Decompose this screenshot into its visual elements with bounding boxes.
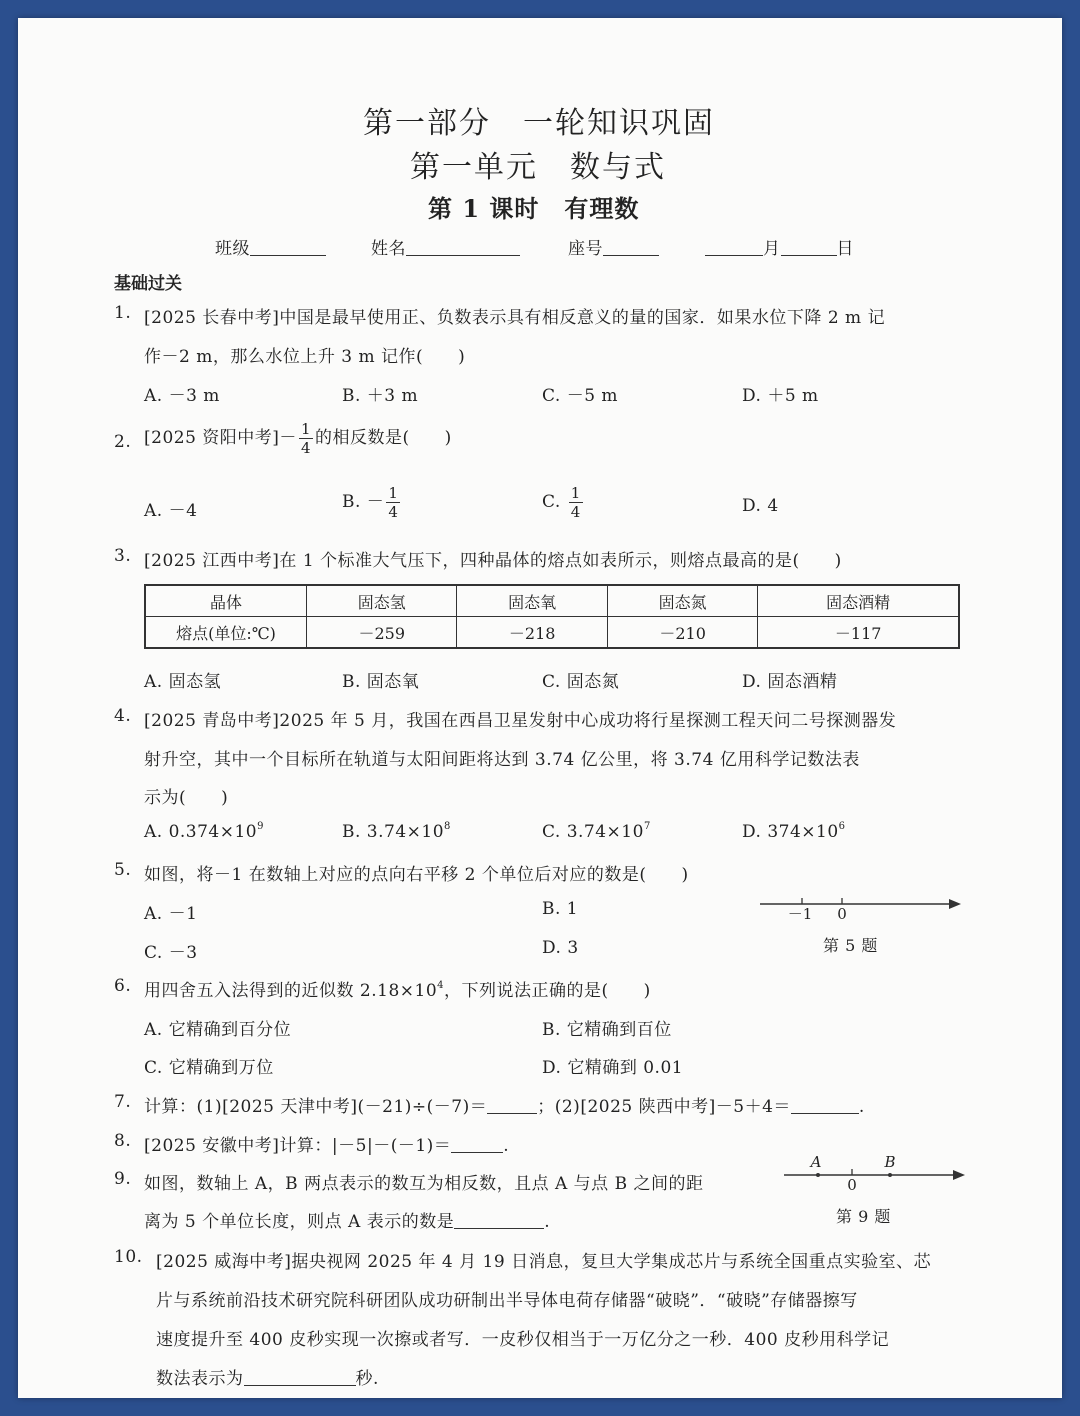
- q2-option-c-den: 4: [570, 503, 581, 521]
- unit-title: 第一单元 数与式: [410, 150, 666, 185]
- q5-number: 5.: [114, 860, 132, 880]
- table-cell: 熔点(单位:℃): [145, 617, 307, 649]
- q2-prefix: [2025 资阳中考]－: [144, 428, 297, 448]
- q2-option-c-num: 1: [570, 484, 581, 502]
- q10-line4: [156, 1364, 379, 1389]
- q1-option-c[interactable]: C. －5 m: [542, 386, 619, 406]
- q9-tick-label-0: 0: [847, 1176, 857, 1194]
- q9-figure-caption: 第 9 题: [836, 1207, 891, 1226]
- q2-option-d[interactable]: D. 4: [742, 496, 779, 516]
- q2-option-b-fraction: [386, 484, 400, 521]
- lesson-title: 第 1 课时 有理数: [428, 194, 640, 223]
- q4-option-c[interactable]: [542, 821, 651, 842]
- q2-option-c-fraction: [569, 484, 583, 521]
- q2-frac-num: 1: [300, 420, 311, 438]
- table-header-cell: 晶体: [145, 585, 307, 617]
- q9-number-line: [780, 1151, 970, 1195]
- table-header-cell: 固态氧: [457, 585, 607, 617]
- q10-line1: [2025 威海中考]据央视网 2025 年 4 月 19 日消息，复旦大学集成芯片与系统全国重点实验室、芯: [156, 1252, 932, 1272]
- q1-line2: 作－2 m，那么水位上升 3 m 记作( ): [144, 347, 466, 367]
- q8-stem: [144, 1131, 509, 1156]
- q2-number: 2.: [114, 432, 132, 452]
- q4-option-c-exp: 7: [643, 821, 651, 832]
- q1-number: 1.: [114, 303, 132, 323]
- name-label: 姓名: [371, 239, 406, 259]
- q2-option-b-num: 1: [388, 484, 399, 502]
- q5-axis-arrow-icon: [949, 899, 961, 909]
- q1-line1: [2025 长春中考]中国是最早使用正、负数表示具有相反意义的量的国家．如果水位下降 2 m 记: [144, 308, 886, 328]
- q4-option-d-exp: 6: [838, 821, 846, 832]
- table-cell: －259: [307, 617, 457, 649]
- q3-option-d[interactable]: D. 固态酒精: [742, 672, 838, 692]
- q6-option-a[interactable]: A. 它精确到百分位: [144, 1020, 292, 1040]
- q9-answer-blank[interactable]: [454, 1212, 544, 1229]
- class-label: 班级: [215, 239, 250, 259]
- q2-frac-den: 4: [300, 439, 311, 457]
- q6-stem: [144, 976, 651, 1001]
- q9-label-b: B: [884, 1153, 896, 1171]
- q5-option-b[interactable]: B. 1: [542, 899, 579, 919]
- q4-option-b-label: B. 3.74×10: [342, 822, 445, 842]
- q4-line1: [2025 青岛中考]2025 年 5 月，我国在西昌卫星发射中心成功将行星探测工程天问二号探测器发: [144, 711, 897, 731]
- q2-option-c[interactable]: [542, 484, 585, 521]
- table-header-cell: 固态氮: [607, 585, 757, 617]
- q4-option-b[interactable]: [342, 821, 451, 842]
- q4-option-b-exp: 8: [444, 821, 451, 832]
- table-header-cell: 固态酒精: [758, 585, 959, 617]
- q7-number: 7.: [114, 1092, 132, 1112]
- q7-end: .: [858, 1097, 865, 1117]
- table-row: [145, 617, 959, 649]
- seat-label: 座号: [568, 239, 603, 259]
- q4-option-a-label: A. 0.374×10: [144, 822, 258, 842]
- q10-answer-blank[interactable]: [244, 1369, 356, 1386]
- q5-stem: 如图，将－1 在数轴上对应的点向右平移 2 个单位后对应的数是( ): [144, 865, 689, 885]
- q2-option-a[interactable]: A. －4: [144, 501, 198, 521]
- q5-option-d[interactable]: D. 3: [542, 938, 579, 958]
- q1-option-b[interactable]: B. ＋3 m: [342, 386, 419, 406]
- q9-axis-arrow-icon: [953, 1170, 965, 1180]
- q5-tick-label-0: 0: [837, 905, 847, 923]
- q7-answer1-blank[interactable]: [487, 1097, 537, 1114]
- q8-answer-blank[interactable]: [451, 1136, 503, 1153]
- q4-line3: 示为( ): [144, 788, 229, 808]
- q6-stem-post: ，下列说法正确的是( ): [444, 981, 651, 1001]
- table-header-cell: 固态氢: [307, 585, 457, 617]
- seat-blank[interactable]: [603, 239, 659, 256]
- q3-stem: [2025 江西中考]在 1 个标准大气压下，四种晶体的熔点如表所示，则熔点最高的是( ): [144, 551, 842, 571]
- q9-line2-text: 离为 5 个单位长度，则点 A 表示的数是: [144, 1212, 455, 1232]
- q10-line2: 片与系统前沿技术研究院科研团队成功研制出半导体电荷存储器“破晓”．“破晓”存储器擦写: [156, 1291, 858, 1311]
- q1-option-d[interactable]: D. ＋5 m: [742, 386, 819, 406]
- class-blank[interactable]: [250, 239, 326, 256]
- q10-line4-text: 数法表示为: [156, 1369, 244, 1389]
- day-label: 日: [836, 239, 854, 259]
- melting-point-table: [144, 584, 960, 649]
- q2-option-c-label: C.: [542, 492, 561, 512]
- q2-suffix: 的相反数是( ): [314, 428, 452, 448]
- q10-line3: 速度提升至 400 皮秒实现一次擦或者写．一皮秒仅相当于一万亿分之一秒．400 皮秒用科学记: [156, 1330, 890, 1350]
- q7-stem: [144, 1092, 865, 1117]
- q6-option-c[interactable]: C. 它精确到万位: [144, 1058, 274, 1078]
- q5-option-c[interactable]: C. －3: [144, 943, 198, 963]
- q7-answer2-blank[interactable]: [791, 1097, 859, 1114]
- q9-line1: 如图，数轴上 A，B 两点表示的数互为相反数，且点 A 与点 B 之间的距: [144, 1174, 704, 1194]
- q3-option-c[interactable]: C. 固态氮: [542, 672, 620, 692]
- q2-option-b[interactable]: [342, 484, 402, 521]
- q6-option-d[interactable]: D. 它精确到 0.01: [542, 1058, 684, 1078]
- q9-number: 9.: [114, 1169, 132, 1189]
- date-field: [705, 234, 854, 259]
- q5-option-a[interactable]: A. －1: [144, 904, 198, 924]
- q7-part1: 计算：(1)[2025 天津中考](－21)÷(－7)＝: [144, 1097, 488, 1117]
- name-field: [371, 234, 520, 259]
- q4-number: 4.: [114, 706, 132, 726]
- q5-number-line: [756, 893, 966, 923]
- q10-end: 秒.: [355, 1369, 379, 1389]
- worksheet-page: [18, 18, 1062, 1398]
- table-cell: －218: [457, 617, 607, 649]
- seat-field: [568, 234, 659, 259]
- q4-option-d[interactable]: [742, 821, 846, 842]
- q6-stem-pre: 用四舍五入法得到的近似数 2.18×10: [144, 981, 438, 1001]
- q9-label-a: A: [810, 1153, 822, 1171]
- part-title: 第一部分 一轮知识巩固: [363, 106, 715, 141]
- section-heading: 基础过关: [114, 274, 182, 294]
- q9-point-b: [888, 1173, 892, 1177]
- q3-number: 3.: [114, 546, 132, 566]
- q4-line2: 射升空，其中一个目标所在轨道与太阳间距将达到 3.74 亿公里，将 3.74 亿用科学记数法表: [144, 750, 860, 770]
- q3-option-b[interactable]: B. 固态氧: [342, 672, 420, 692]
- class-field: [215, 234, 326, 259]
- q5-figure-caption: 第 5 题: [823, 936, 878, 955]
- q5-tick-label-neg1: －1: [787, 905, 813, 923]
- q4-option-a-exp: 9: [257, 821, 265, 832]
- q4-option-c-label: C. 3.74×10: [542, 822, 644, 842]
- q7-mid: ；(2)[2025 陕西中考]－5＋4＝: [537, 1097, 791, 1117]
- q2-fraction: [299, 420, 313, 457]
- q10-number: 10.: [114, 1247, 143, 1267]
- name-blank[interactable]: [406, 239, 520, 256]
- q8-stem-text: [2025 安徽中考]计算：|－5|－(－1)＝: [144, 1136, 452, 1156]
- q1-option-a[interactable]: A. －3 m: [144, 386, 220, 406]
- q9-line2: [144, 1207, 550, 1232]
- month-blank[interactable]: [705, 239, 763, 256]
- q9-point-a: [816, 1173, 820, 1177]
- q9-end: .: [544, 1212, 551, 1232]
- month-label: 月: [763, 239, 781, 259]
- q2-option-b-den: 4: [388, 503, 399, 521]
- table-cell: －117: [758, 617, 959, 649]
- q4-option-a[interactable]: [144, 821, 264, 842]
- q2-stem: [144, 420, 452, 457]
- q8-end: .: [503, 1136, 510, 1156]
- q8-number: 8.: [114, 1131, 132, 1151]
- q3-option-a[interactable]: A. 固态氢: [144, 672, 222, 692]
- day-blank[interactable]: [781, 239, 837, 256]
- q4-option-d-label: D. 374×10: [742, 822, 839, 842]
- q6-option-b[interactable]: B. 它精确到百位: [542, 1020, 672, 1040]
- q6-number: 6.: [114, 976, 132, 996]
- q6-stem-exp: 4: [437, 980, 445, 991]
- table-header-row: [145, 585, 959, 617]
- table-cell: －210: [607, 617, 757, 649]
- q2-option-b-label: B. －: [342, 492, 385, 512]
